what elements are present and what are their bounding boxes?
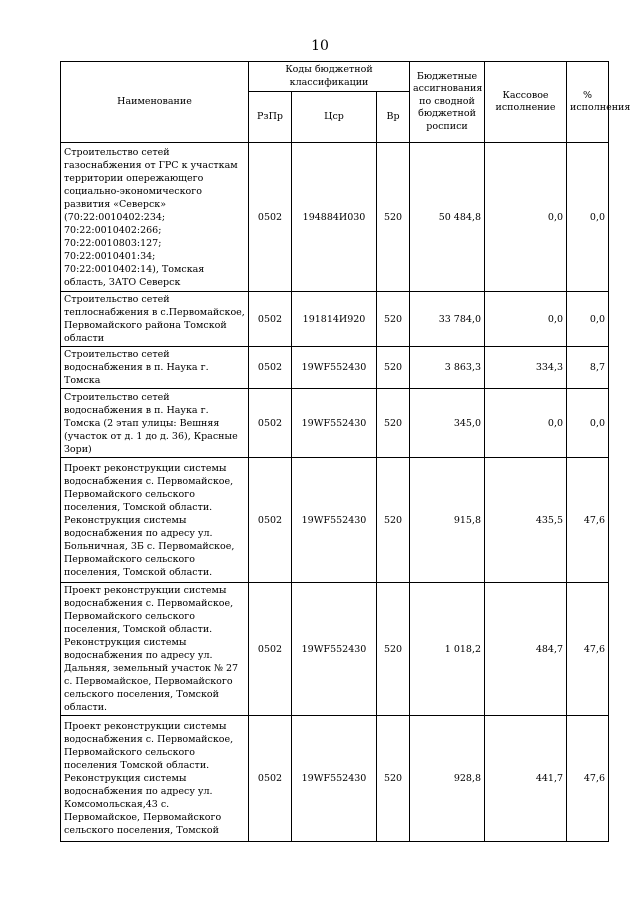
header-cash: Кассовое исполнение bbox=[485, 62, 567, 143]
row-name: Проект реконструкции системы водоснабжения с. Первомайское, Первомайского сельского поселения, Томской области. Реконструкция системы водоснабжения по адресу ул. Больничная, 3Б с. Первомайское, Первомайского сельского поселения, Томской области. bbox=[61, 458, 249, 583]
row-csr: 19WF552430 bbox=[292, 458, 377, 583]
row-percent: 8,7 bbox=[567, 347, 609, 389]
row-rzpr: 0502 bbox=[249, 389, 292, 458]
row-csr: 19WF552430 bbox=[292, 583, 377, 716]
row-name: Строительство сетей теплоснабжения в с.Первомайское, Первомайского района Томской области bbox=[61, 292, 249, 347]
row-rzpr: 0502 bbox=[249, 458, 292, 583]
row-budget: 33 784,0 bbox=[410, 292, 485, 347]
row-cash: 484,7 bbox=[485, 583, 567, 716]
row-percent: 47,6 bbox=[567, 716, 609, 842]
row-cash: 0,0 bbox=[485, 143, 567, 292]
row-percent: 0,0 bbox=[567, 292, 609, 347]
header-percent: % исполнения bbox=[567, 62, 609, 143]
row-rzpr: 0502 bbox=[249, 347, 292, 389]
row-name: Строительство сетей водоснабжения в п. Наука г. Томска (2 этап улицы: Вешняя (участок от д. 1 до д. 36), Красные Зори) bbox=[61, 389, 249, 458]
table-row bbox=[61, 716, 609, 842]
budget-table bbox=[60, 61, 631, 842]
row-cash: 0,0 bbox=[485, 292, 567, 347]
header-csr: Цср bbox=[292, 92, 377, 143]
row-vr: 520 bbox=[377, 347, 410, 389]
row-vr: 520 bbox=[377, 716, 410, 842]
header-vr: Вр bbox=[377, 92, 410, 143]
table-row bbox=[61, 458, 609, 583]
row-csr: 19WF552430 bbox=[292, 716, 377, 842]
table-row bbox=[61, 292, 609, 347]
row-rzpr: 0502 bbox=[249, 292, 292, 347]
page-number: 10 bbox=[311, 38, 329, 54]
row-csr: 19WF552430 bbox=[292, 389, 377, 458]
row-csr: 19WF552430 bbox=[292, 347, 377, 389]
row-name: Проект реконструкции системы водоснабжения с. Первомайское, Первомайского сельского поселения, Томской области. Реконструкция системы водоснабжения по адресу ул. Дальняя, земельный участок № 27 с. Первомайское, Первомайского сельского поселения, Томской области. bbox=[61, 583, 249, 716]
row-vr: 520 bbox=[377, 458, 410, 583]
row-budget: 915,8 bbox=[410, 458, 485, 583]
table-row bbox=[61, 389, 609, 458]
table-row bbox=[61, 583, 609, 716]
row-budget: 3 863,3 bbox=[410, 347, 485, 389]
row-rzpr: 0502 bbox=[249, 143, 292, 292]
row-vr: 520 bbox=[377, 389, 410, 458]
row-rzpr: 0502 bbox=[249, 583, 292, 716]
row-cash: 441,7 bbox=[485, 716, 567, 842]
header-rzpr: РзПр bbox=[249, 92, 292, 143]
row-budget: 928,8 bbox=[410, 716, 485, 842]
row-name: Строительство сетей газоснабжения от ГРС к участкам территории опережающего социально-экономического развития «Северск» (70:22:0010402:234; 70:22:0010402:266; 70:22:0010803:127; 70:22:0010401:34; 70:22:0010402:14), Томская область, ЗАТО Северск bbox=[61, 143, 249, 292]
row-rzpr: 0502 bbox=[249, 716, 292, 842]
row-budget: 1 018,2 bbox=[410, 583, 485, 716]
row-cash: 0,0 bbox=[485, 389, 567, 458]
row-cash: 435,5 bbox=[485, 458, 567, 583]
row-budget: 345,0 bbox=[410, 389, 485, 458]
row-percent: 0,0 bbox=[567, 143, 609, 292]
header-name: Наименование bbox=[61, 62, 249, 143]
header-row-top bbox=[61, 62, 609, 92]
table-row bbox=[61, 143, 609, 292]
row-vr: 520 bbox=[377, 292, 410, 347]
header-budget: Бюджетные ассигнования по сводной бюджетной росписи bbox=[410, 62, 485, 143]
row-percent: 47,6 bbox=[567, 458, 609, 583]
row-name: Строительство сетей водоснабжения в п. Наука г. Томска bbox=[61, 347, 249, 389]
row-percent: 47,6 bbox=[567, 583, 609, 716]
row-csr: 191814И920 bbox=[292, 292, 377, 347]
row-csr: 194884И030 bbox=[292, 143, 377, 292]
row-vr: 520 bbox=[377, 143, 410, 292]
header-codes-group: Коды бюджетной классификации bbox=[249, 62, 410, 92]
row-budget: 50 484,8 bbox=[410, 143, 485, 292]
table-row bbox=[61, 347, 609, 389]
row-vr: 520 bbox=[377, 583, 410, 716]
row-percent: 0,0 bbox=[567, 389, 609, 458]
row-cash: 334,3 bbox=[485, 347, 567, 389]
row-name: Проект реконструкции системы водоснабжения с. Первомайское, Первомайского сельского поселения Томской области. Реконструкция системы водоснабжения по адресу ул. Комсомольская,43 с. Первомайское, Первомайского сельского поселения, Томской bbox=[61, 716, 249, 842]
